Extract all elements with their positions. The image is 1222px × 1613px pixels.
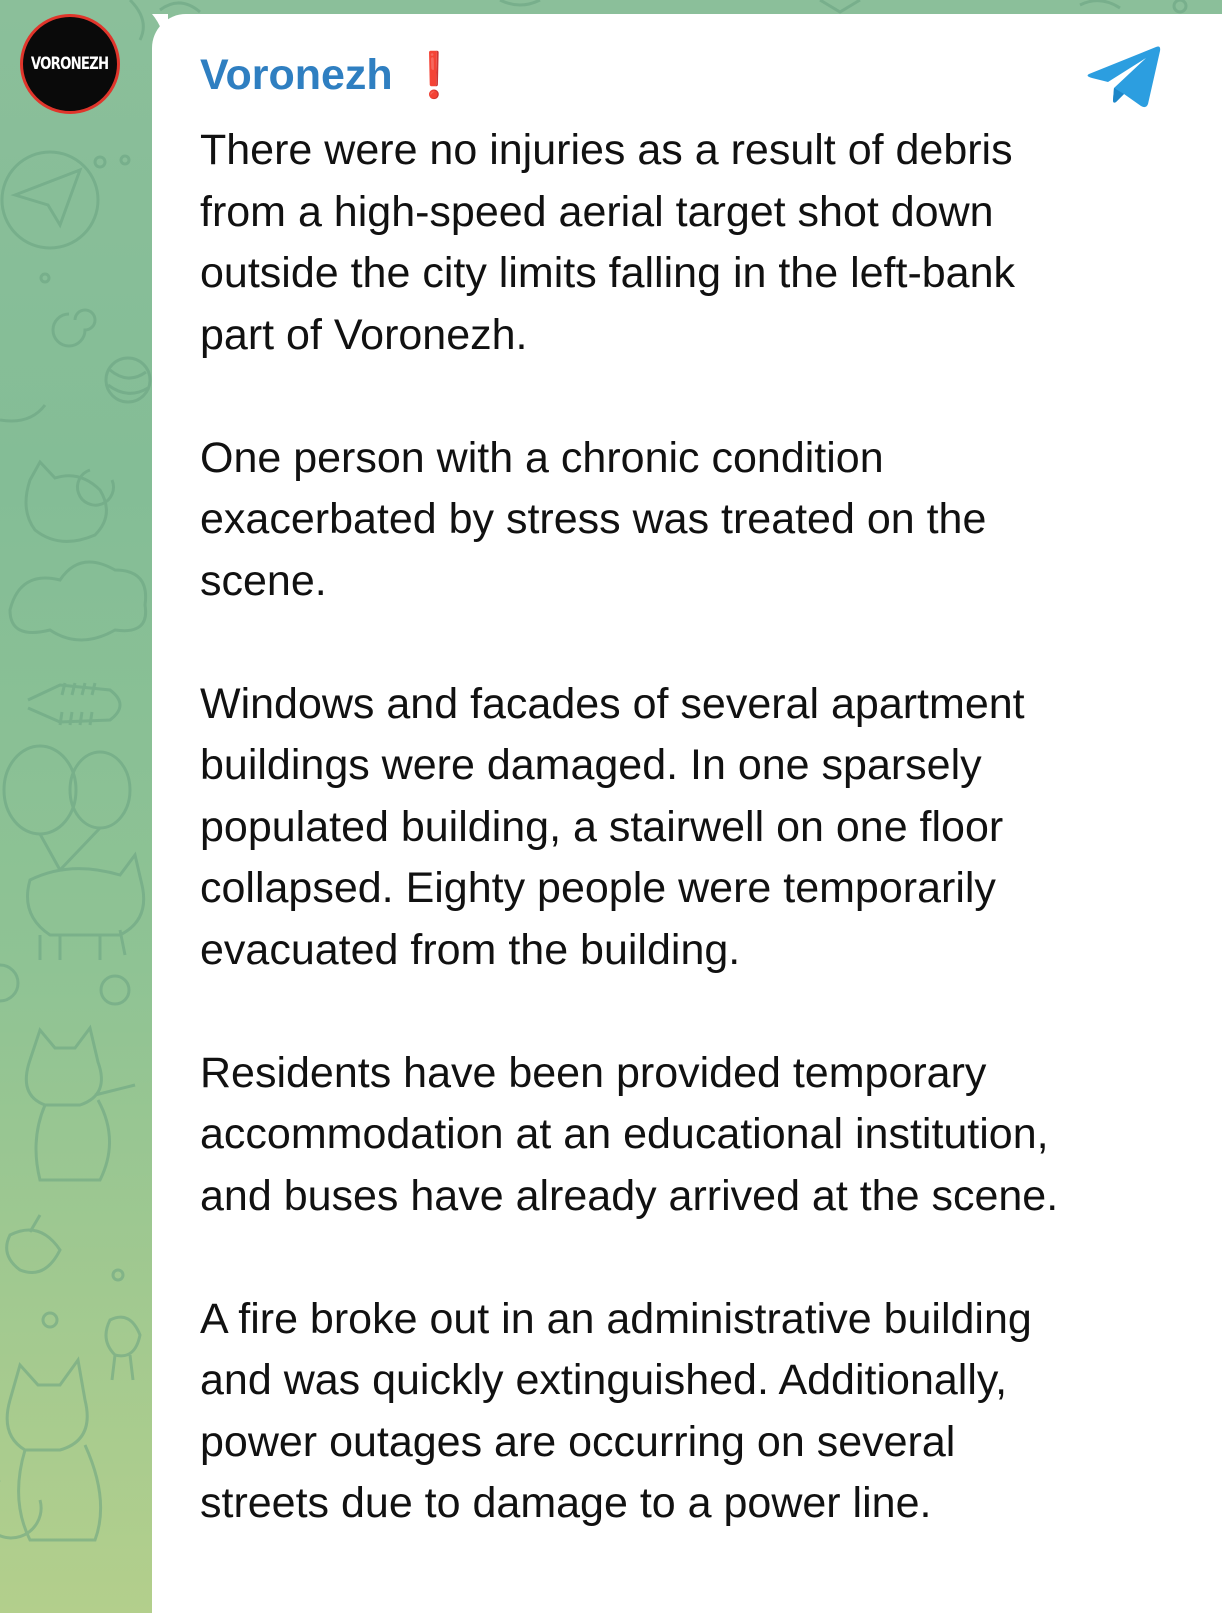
sleeping-cat-doodle-icon (26, 462, 113, 541)
channel-avatar[interactable] (20, 14, 120, 114)
bird-doodle-icon (7, 1215, 60, 1273)
message-paragraph: A fire broke out in an administrative building and was quickly extinguished. Additionally, power outages are occurring on several streets due to damage to a power line. (200, 1294, 1032, 1527)
fish-bone-doodle-icon (28, 683, 120, 725)
message-paragraph: Residents have been provided temporary accommodation at an educational institution, and buses have already arrived at the scene. (200, 1048, 1059, 1220)
channel-name[interactable]: Voronezh (200, 50, 393, 99)
message-header (200, 48, 462, 102)
smiling-cat-doodle-icon (0, 1360, 101, 1540)
message-paragraph: There were no injuries as a result of debris from a high-speed aerial target shot down outside the city limits falling in the left-bank part of Voronezh. (200, 126, 1016, 359)
balloons-doodle-icon (4, 746, 130, 870)
message-text (200, 120, 1190, 1535)
mouse-doodle-icon (106, 1317, 140, 1380)
yarn-ball-doodle-icon (106, 358, 150, 402)
cloud-doodle-icon (10, 562, 146, 640)
telegram-logo-icon (1086, 44, 1162, 110)
paper-plane-doodle-icon (2, 152, 98, 248)
avatar-label: VORONEZH (31, 54, 109, 74)
waving-cat-doodle-icon (26, 1028, 135, 1180)
alert-exclamation-icon: ❗ (406, 50, 462, 101)
message-paragraph: Windows and facades of several apartment buildings were damaged. In one sparsely populated building, a stairwell on one floor collapsed. Eighty people were temporarily evacuated from the building. (200, 679, 1025, 974)
flying-cat-doodle-icon (28, 855, 144, 960)
message-paragraph: One person with a chronic condition exacerbated by stress was treated on the scene. (200, 433, 987, 605)
